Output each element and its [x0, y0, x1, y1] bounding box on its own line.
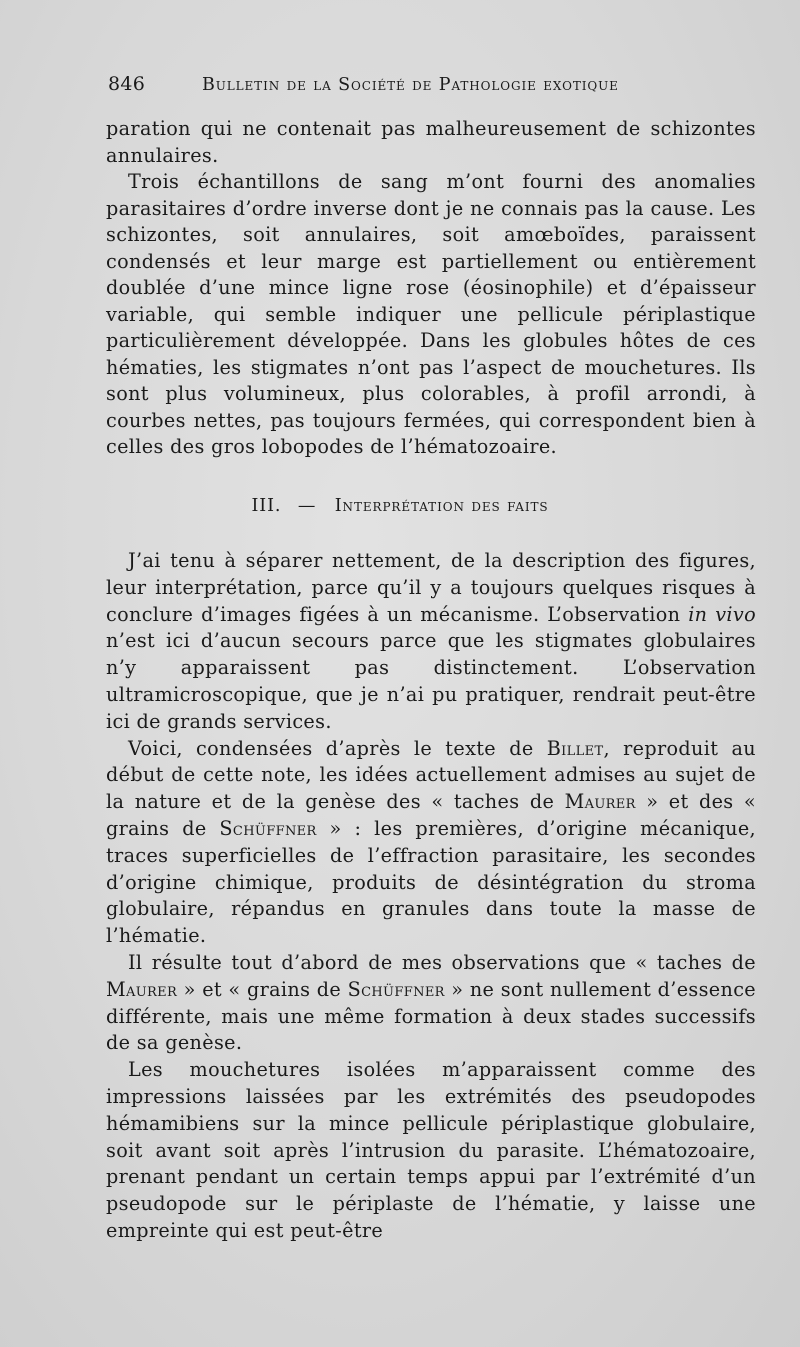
author-name: Schüffner — [219, 816, 317, 840]
page-number: 846 — [108, 73, 146, 95]
section-number: III. — [251, 496, 282, 516]
paragraph: Trois échantillons de sang m’ont fourni des anomalies parasitaires d’ordre inverse dont je ne connais pas la cause. Les schizontes, soit annulaires, soit amœboïdes, paraissent condensés et leur marge est partiellement ou entièrement doublée d’une mince ligne rose (éosinophile) et d’épaisseur variable, qui semble indiquer une pellicule périplastique particulièrement développée. Dans les globules hôtes de ces hématies, les stigmates n’ont pas l’aspect de mouchetures. Ils sont plus volumineux, plus colorables, à profil arrondi, à courbes nettes, pas toujours fermées, qui correspondent bien à celles des gros lobopodes de l’hématozoaire. — [106, 170, 756, 458]
section-heading — [0, 496, 800, 516]
author-name: Schüffner — [347, 977, 445, 1001]
body-text-section — [106, 548, 756, 1245]
section-dash: — — [297, 496, 317, 516]
paragraph-text: » et des « grains de — [106, 790, 756, 840]
paragraph-text: » et « grains de — [177, 977, 348, 1001]
running-header — [108, 73, 768, 101]
paragraph — [106, 950, 756, 1057]
journal-title: Bulletin de la Société de Pathologie exotique — [202, 75, 619, 95]
paragraph-continuation: paration qui ne contenait pas malheureusement de schizontes annulaires. — [106, 117, 756, 167]
section-title: Interprétation des faits — [334, 496, 549, 516]
paragraph-text: » ne sont nullement d’essence différente, mais une même formation à deux stades successifs de sa genèse. — [106, 977, 757, 1055]
author-name: Maurer — [564, 790, 636, 814]
paragraph-text: , reproduit au début de cette note, les idées actuellement admises au sujet de la nature et de la genèse des « taches de — [106, 736, 756, 814]
author-name: Maurer — [106, 977, 178, 1001]
author-name: Billet — [546, 736, 604, 760]
paragraph — [106, 736, 756, 950]
paragraph-text: Il résulte tout d’abord de mes observations que « taches de — [128, 950, 756, 974]
paragraph-text: » : les premières, d’origine mécanique, traces superficielles de l’effraction parasitaire, les secondes d’origine chimique, produits de désintégration du stroma globulaire, répandus en granules dans toute la masse de l’hématie. — [106, 816, 756, 948]
paragraph-text: n’est ici d’aucun secours parce que les stigmates globulaires n’y apparaissent pas distinctement. L’observation ultramicroscopique, que je n’ai pu pratiquer, rendrait peut-être ici de grands services. — [106, 629, 756, 733]
paragraph — [106, 548, 756, 736]
paragraph-text: J’ai tenu à séparer nettement, de la description des figures, leur interprétation, parce qu’il y a toujours quelques risques à conclure d’images figées à un mécanisme. L’observation — [106, 549, 756, 626]
paragraph: Les mouchetures isolées m’apparaissent comme des impressions laissées par les extrémités des pseudopodes hémamibiens sur la mince pellicule périplastique globulaire, soit avant soit après l’intrusion du parasite. L’hématozoaire, prenant pendant un certain temps appui par l’extrémité d’un pseudopode sur le périplaste de l’hématie, y laisse une empreinte qui est peut-être — [106, 1058, 756, 1242]
paragraph-text: Voici, condensées d’après le texte de — [128, 736, 547, 760]
italic-term: in vivo — [688, 602, 756, 626]
body-text-top — [106, 116, 756, 461]
